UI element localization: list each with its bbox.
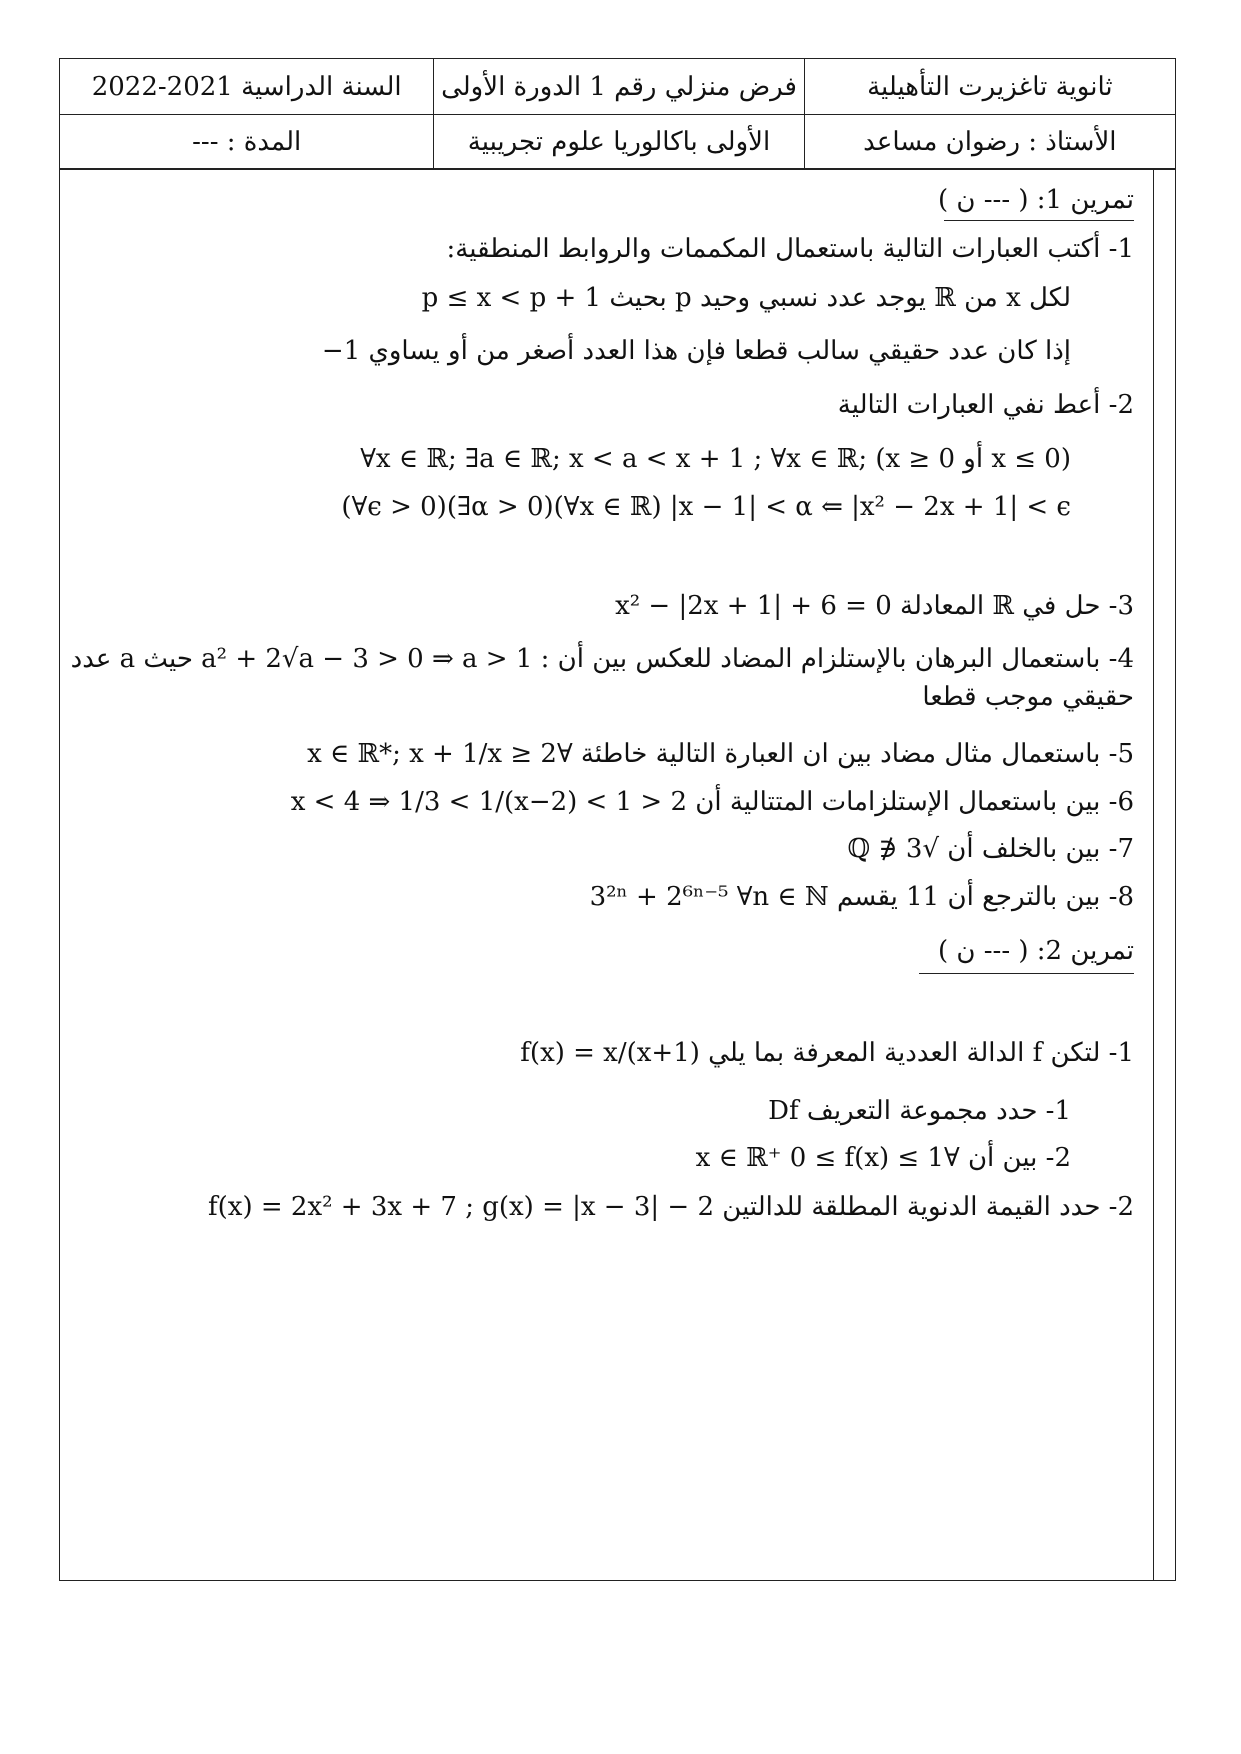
- ex1-question-1: 1- أكتب العبارات التالية باستعمال المكممات والروابط المنطقية:: [446, 234, 1134, 264]
- ex1-question-3: 3- حل في ℝ المعادلة x² − |2x + 1| + 6 = 0: [615, 591, 1134, 621]
- ex1-question-1b: إذا كان عدد حقيقي سالب قطعا فإن هذا العدد أصغر من أو يساوي 1−: [321, 336, 1071, 366]
- header-table: [59, 58, 1176, 170]
- class-level: الأولى باكالوريا علوم تجريبية: [433, 114, 803, 169]
- ex1-question-1a: لكل x من ℝ يوجد عدد نسبي وحيد p بحيث p ≤ x < p + 1: [421, 283, 1071, 313]
- ex1-question-8: 8- بين بالترجع أن 11 يقسم 3²ⁿ + 2⁶ⁿ⁻⁵ ∀n ∈ ℕ: [589, 882, 1134, 912]
- ex1-question-2a: ∀x ∈ ℝ; ∃a ∈ ℝ; x < a < x + 1 ; ∀x ∈ ℝ; (x ≥ 0 أو x ≤ 0): [360, 444, 1071, 474]
- exercise-2-underline: [919, 973, 1134, 974]
- exercise-2-title: تمرين 2: ( --- ن ): [937, 936, 1134, 966]
- school-name: ثانوية تاغزيرت التأهيلية: [804, 59, 1175, 114]
- ex1-question-2: 2- أعط نفي العبارات التالية: [837, 390, 1134, 420]
- ex2-question-1b: 2- بين أن ∀x ∈ ℝ⁺ 0 ≤ f(x) ≤ 1: [695, 1143, 1071, 1173]
- ex2-question-1: 1- لتكن f الدالة العددية المعرفة بما يلي f(x) = x/(x+1): [520, 1038, 1134, 1068]
- header-row-1: [60, 59, 1175, 115]
- ex1-question-4: 4- باستعمال البرهان بالإستلزام المضاد للعكس بين أن : a² + 2√a − 3 > 0 ⇒ a > 1 حيث a عدد: [70, 644, 1134, 674]
- content-frame: [59, 168, 1176, 1581]
- ex1-question-6: 6- بين باستعمال الإستلزامات المتتالية أن 2 < x < 4 ⇒ 1/3 < 1/(x−2) < 1: [290, 787, 1134, 817]
- ex1-question-2b: (∀ϵ > 0)(∃α > 0)(∀x ∈ ℝ) |x − 1| < α ⇐ |x² − 2x + 1| < ϵ: [341, 492, 1071, 522]
- ex1-question-5: 5- باستعمال مثال مضاد بين ان العبارة التالية خاطئة ∀x ∈ ℝ*; x + 1/x ≥ 2: [307, 739, 1134, 769]
- exercise-1-underline: [944, 220, 1134, 221]
- school-year: السنة الدراسية 2021-2022: [91, 71, 402, 102]
- exam-title: فرض منزلي رقم 1 الدورة الأولى: [433, 59, 803, 114]
- ex2-question-1a: 1- حدد مجموعة التعريف Df: [768, 1096, 1071, 1126]
- ex2-question-2: 2- حدد القيمة الدنوية المطلقة للدالتين f(x) = 2x² + 3x + 7 ; g(x) = |x − 3| − 2: [208, 1192, 1134, 1222]
- ex1-question-7: 7- بين بالخلف أن √3 ∉ ℚ: [847, 834, 1134, 864]
- teacher-name: الأستاذ : رضوان مساعد: [804, 114, 1175, 169]
- header-row-2: [60, 114, 1175, 169]
- ex1-question-4-continued: حقيقي موجب قطعا: [922, 682, 1134, 712]
- exercise-1-title: تمرين 1: ( --- ن ): [937, 185, 1134, 215]
- frame-margin: [1153, 169, 1175, 1580]
- exam-duration: المدة : ---: [192, 126, 302, 157]
